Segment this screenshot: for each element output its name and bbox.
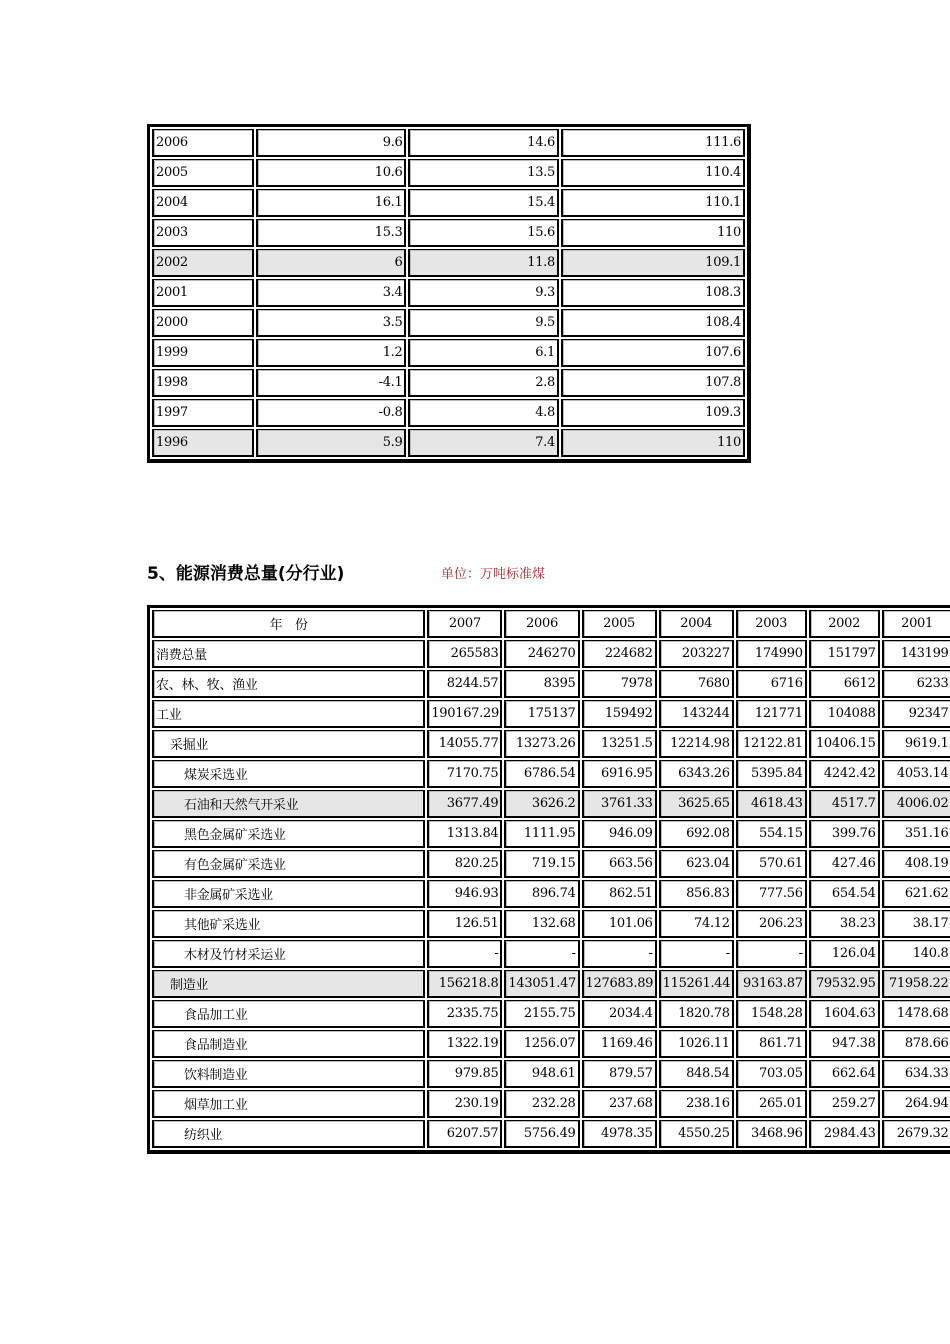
row-label: 工业 xyxy=(152,700,425,728)
value-cell: 878.66 xyxy=(882,1030,950,1058)
value-cell: 143051.47 xyxy=(504,970,579,998)
value-cell: 692.08 xyxy=(659,820,734,848)
value-cell: 13251.5 xyxy=(582,730,657,758)
value-cell: 570.61 xyxy=(736,850,807,878)
value-cell: - xyxy=(582,940,657,968)
value-cell: 175137 xyxy=(504,700,579,728)
table-row xyxy=(152,790,950,818)
table-row xyxy=(152,309,745,337)
value-b: 15.6 xyxy=(408,219,558,247)
value-cell: 856.83 xyxy=(659,880,734,908)
value-cell: 1169.46 xyxy=(582,1030,657,1058)
value-cell: 232.28 xyxy=(504,1090,579,1118)
value-cell: 8395 xyxy=(504,670,579,698)
value-cell: 861.71 xyxy=(736,1030,807,1058)
value-cell: 224682 xyxy=(582,640,657,668)
value-cell: 101.06 xyxy=(582,910,657,938)
value-cell: 7170.75 xyxy=(427,760,502,788)
value-cell: 174990 xyxy=(736,640,807,668)
value-cell: 2155.75 xyxy=(504,1000,579,1028)
value-cell: 265583 xyxy=(427,640,502,668)
value-cell: 6207.57 xyxy=(427,1120,502,1148)
value-cell: 7680 xyxy=(659,670,734,698)
value-cell: 151797 xyxy=(809,640,880,668)
growth-table xyxy=(147,124,751,463)
value-cell: 127683.89 xyxy=(582,970,657,998)
row-label: 烟草加工业 xyxy=(152,1090,425,1118)
table-row xyxy=(152,1090,950,1118)
value-cell: - xyxy=(736,940,807,968)
value-cell: 820.25 xyxy=(427,850,502,878)
value-c: 108.3 xyxy=(561,279,745,307)
value-cell: 896.74 xyxy=(504,880,579,908)
table-row xyxy=(152,640,950,668)
value-cell: 719.15 xyxy=(504,850,579,878)
table-row xyxy=(152,700,950,728)
table-row xyxy=(152,670,950,698)
value-c: 110.1 xyxy=(561,189,745,217)
value-c: 111.6 xyxy=(561,129,745,157)
value-a: 5.9 xyxy=(256,429,406,457)
value-a: -0.8 xyxy=(256,399,406,427)
value-cell: 1026.11 xyxy=(659,1030,734,1058)
row-year: 1996 xyxy=(152,429,254,457)
value-cell: 9619.1 xyxy=(882,730,950,758)
value-cell: 13273.26 xyxy=(504,730,579,758)
value-b: 7.4 xyxy=(408,429,558,457)
value-cell: 6916.95 xyxy=(582,760,657,788)
value-c: 109.1 xyxy=(561,249,745,277)
value-c: 110.4 xyxy=(561,159,745,187)
value-cell: 777.56 xyxy=(736,880,807,908)
energy-consumption-table xyxy=(147,605,950,1154)
value-c: 107.6 xyxy=(561,339,745,367)
value-cell: 6786.54 xyxy=(504,760,579,788)
table-row xyxy=(152,189,745,217)
row-year: 2002 xyxy=(152,249,254,277)
table-row xyxy=(152,1000,950,1028)
value-cell: 38.17 xyxy=(882,910,950,938)
value-cell: 93163.87 xyxy=(736,970,807,998)
value-cell: 427.46 xyxy=(809,850,880,878)
row-label: 黑色金属矿采选业 xyxy=(152,820,425,848)
value-cell: 1820.78 xyxy=(659,1000,734,1028)
row-label: 饮料制造业 xyxy=(152,1060,425,1088)
value-cell: 946.93 xyxy=(427,880,502,908)
table-row xyxy=(152,1030,950,1058)
value-b: 13.5 xyxy=(408,159,558,187)
value-cell: 265.01 xyxy=(736,1090,807,1118)
value-b: 14.6 xyxy=(408,129,558,157)
value-a: 3.4 xyxy=(256,279,406,307)
value-cell: 703.05 xyxy=(736,1060,807,1088)
value-cell: 3625.65 xyxy=(659,790,734,818)
value-a: 10.6 xyxy=(256,159,406,187)
row-year: 2001 xyxy=(152,279,254,307)
table-row xyxy=(152,1060,950,1088)
value-cell: 121771 xyxy=(736,700,807,728)
row-year: 2000 xyxy=(152,309,254,337)
value-cell: 143244 xyxy=(659,700,734,728)
value-c: 110 xyxy=(561,219,745,247)
value-cell: 3761.33 xyxy=(582,790,657,818)
value-cell: 663.56 xyxy=(582,850,657,878)
value-cell: 115261.44 xyxy=(659,970,734,998)
value-cell: 143199 xyxy=(882,640,950,668)
value-a: 6 xyxy=(256,249,406,277)
value-c: 108.4 xyxy=(561,309,745,337)
value-cell: 230.19 xyxy=(427,1090,502,1118)
value-cell: 126.04 xyxy=(809,940,880,968)
value-cell: 79532.95 xyxy=(809,970,880,998)
value-c: 110 xyxy=(561,429,745,457)
value-cell: 948.61 xyxy=(504,1060,579,1088)
header-year: 2006 xyxy=(504,610,579,638)
header-year: 2003 xyxy=(736,610,807,638)
row-year: 2006 xyxy=(152,129,254,157)
value-b: 15.4 xyxy=(408,189,558,217)
value-cell: 159492 xyxy=(582,700,657,728)
table-row xyxy=(152,1120,950,1148)
header-year: 2005 xyxy=(582,610,657,638)
value-cell: 1313.84 xyxy=(427,820,502,848)
row-label: 煤炭采选业 xyxy=(152,760,425,788)
value-cell: - xyxy=(504,940,579,968)
value-cell: 6716 xyxy=(736,670,807,698)
value-cell: 554.15 xyxy=(736,820,807,848)
value-cell: - xyxy=(659,940,734,968)
row-year: 2004 xyxy=(152,189,254,217)
value-b: 2.8 xyxy=(408,369,558,397)
value-cell: 71958.22 xyxy=(882,970,950,998)
table-row xyxy=(152,970,950,998)
value-cell: 3626.2 xyxy=(504,790,579,818)
row-year: 1998 xyxy=(152,369,254,397)
section-title: 5、能源消费总量(分行业) xyxy=(147,564,345,584)
value-cell: 1478.68 xyxy=(882,1000,950,1028)
value-cell: 621.62 xyxy=(882,880,950,908)
value-cell: 12122.81 xyxy=(736,730,807,758)
value-cell: 14055.77 xyxy=(427,730,502,758)
value-cell: 4053.14 xyxy=(882,760,950,788)
value-c: 107.8 xyxy=(561,369,745,397)
value-cell: 38.23 xyxy=(809,910,880,938)
value-cell: 10406.15 xyxy=(809,730,880,758)
value-cell: 74.12 xyxy=(659,910,734,938)
value-a: 1.2 xyxy=(256,339,406,367)
value-a: -4.1 xyxy=(256,369,406,397)
value-cell: 132.68 xyxy=(504,910,579,938)
value-cell: 3468.96 xyxy=(736,1120,807,1148)
table-row xyxy=(152,159,745,187)
value-cell: 654.54 xyxy=(809,880,880,908)
value-cell: 979.85 xyxy=(427,1060,502,1088)
row-year: 1997 xyxy=(152,399,254,427)
row-label: 消费总量 xyxy=(152,640,425,668)
value-cell: 662.64 xyxy=(809,1060,880,1088)
value-cell: - xyxy=(427,940,502,968)
row-label: 有色金属矿采选业 xyxy=(152,850,425,878)
table-row xyxy=(152,760,950,788)
value-cell: 2984.43 xyxy=(809,1120,880,1148)
value-cell: 2034.4 xyxy=(582,1000,657,1028)
value-cell: 1604.63 xyxy=(809,1000,880,1028)
value-cell: 1322.19 xyxy=(427,1030,502,1058)
value-cell: 6343.26 xyxy=(659,760,734,788)
row-year: 2005 xyxy=(152,159,254,187)
value-cell: 399.76 xyxy=(809,820,880,848)
row-label: 制造业 xyxy=(152,970,425,998)
row-label: 食品加工业 xyxy=(152,1000,425,1028)
table-row xyxy=(152,249,745,277)
value-cell: 156218.8 xyxy=(427,970,502,998)
value-cell: 203227 xyxy=(659,640,734,668)
value-cell: 3677.49 xyxy=(427,790,502,818)
row-label: 农、林、牧、渔业 xyxy=(152,670,425,698)
value-cell: 848.54 xyxy=(659,1060,734,1088)
value-a: 16.1 xyxy=(256,189,406,217)
table-row xyxy=(152,369,745,397)
value-cell: 408.19 xyxy=(882,850,950,878)
value-cell: 879.57 xyxy=(582,1060,657,1088)
value-cell: 259.27 xyxy=(809,1090,880,1118)
value-cell: 351.16 xyxy=(882,820,950,848)
value-cell: 8244.57 xyxy=(427,670,502,698)
value-c: 109.3 xyxy=(561,399,745,427)
value-cell: 5756.49 xyxy=(504,1120,579,1148)
unit-label: 单位：万吨标准煤 xyxy=(441,567,546,582)
value-cell: 12214.98 xyxy=(659,730,734,758)
value-cell: 2679.32 xyxy=(882,1120,950,1148)
table-row xyxy=(152,279,745,307)
table-row xyxy=(152,730,950,758)
row-label: 食品制造业 xyxy=(152,1030,425,1058)
row-label: 木材及竹材采运业 xyxy=(152,940,425,968)
table-row xyxy=(152,399,745,427)
value-cell: 623.04 xyxy=(659,850,734,878)
value-cell: 946.09 xyxy=(582,820,657,848)
row-label: 非金属矿采选业 xyxy=(152,880,425,908)
value-cell: 126.51 xyxy=(427,910,502,938)
value-cell: 190167.29 xyxy=(427,700,502,728)
value-cell: 246270 xyxy=(504,640,579,668)
row-label: 其他矿采选业 xyxy=(152,910,425,938)
table-row xyxy=(152,219,745,247)
table-row xyxy=(152,910,950,938)
value-cell: 4006.02 xyxy=(882,790,950,818)
value-a: 3.5 xyxy=(256,309,406,337)
value-cell: 634.33 xyxy=(882,1060,950,1088)
value-cell: 237.68 xyxy=(582,1090,657,1118)
value-cell: 264.94 xyxy=(882,1090,950,1118)
table-row xyxy=(152,880,950,908)
table-row xyxy=(152,820,950,848)
value-b: 4.8 xyxy=(408,399,558,427)
header-year: 2004 xyxy=(659,610,734,638)
value-cell: 206.23 xyxy=(736,910,807,938)
row-year: 2003 xyxy=(152,219,254,247)
value-cell: 92347 xyxy=(882,700,950,728)
value-cell: 1548.28 xyxy=(736,1000,807,1028)
value-cell: 7978 xyxy=(582,670,657,698)
value-cell: 4618.43 xyxy=(736,790,807,818)
value-b: 9.5 xyxy=(408,309,558,337)
value-b: 9.3 xyxy=(408,279,558,307)
value-cell: 947.38 xyxy=(809,1030,880,1058)
value-a: 15.3 xyxy=(256,219,406,247)
value-cell: 4978.35 xyxy=(582,1120,657,1148)
table-header-row xyxy=(152,610,950,638)
row-label: 石油和天然气开采业 xyxy=(152,790,425,818)
value-b: 6.1 xyxy=(408,339,558,367)
value-cell: 862.51 xyxy=(582,880,657,908)
header-year: 2007 xyxy=(427,610,502,638)
value-cell: 4517.7 xyxy=(809,790,880,818)
header-year-label: 年 份 xyxy=(152,610,425,638)
row-label: 采掘业 xyxy=(152,730,425,758)
value-cell: 140.8 xyxy=(882,940,950,968)
value-a: 9.6 xyxy=(256,129,406,157)
row-year: 1999 xyxy=(152,339,254,367)
table-row xyxy=(152,129,745,157)
value-cell: 2335.75 xyxy=(427,1000,502,1028)
value-cell: 6233 xyxy=(882,670,950,698)
value-b: 11.8 xyxy=(408,249,558,277)
header-year: 2002 xyxy=(809,610,880,638)
value-cell: 104088 xyxy=(809,700,880,728)
value-cell: 6612 xyxy=(809,670,880,698)
value-cell: 1111.95 xyxy=(504,820,579,848)
value-cell: 238.16 xyxy=(659,1090,734,1118)
value-cell: 4242.42 xyxy=(809,760,880,788)
value-cell: 4550.25 xyxy=(659,1120,734,1148)
row-label: 纺织业 xyxy=(152,1120,425,1148)
table-row xyxy=(152,940,950,968)
table-row xyxy=(152,850,950,878)
value-cell: 1256.07 xyxy=(504,1030,579,1058)
table-row xyxy=(152,429,745,457)
value-cell: 5395.84 xyxy=(736,760,807,788)
table-row xyxy=(152,339,745,367)
header-year: 2001 xyxy=(882,610,950,638)
